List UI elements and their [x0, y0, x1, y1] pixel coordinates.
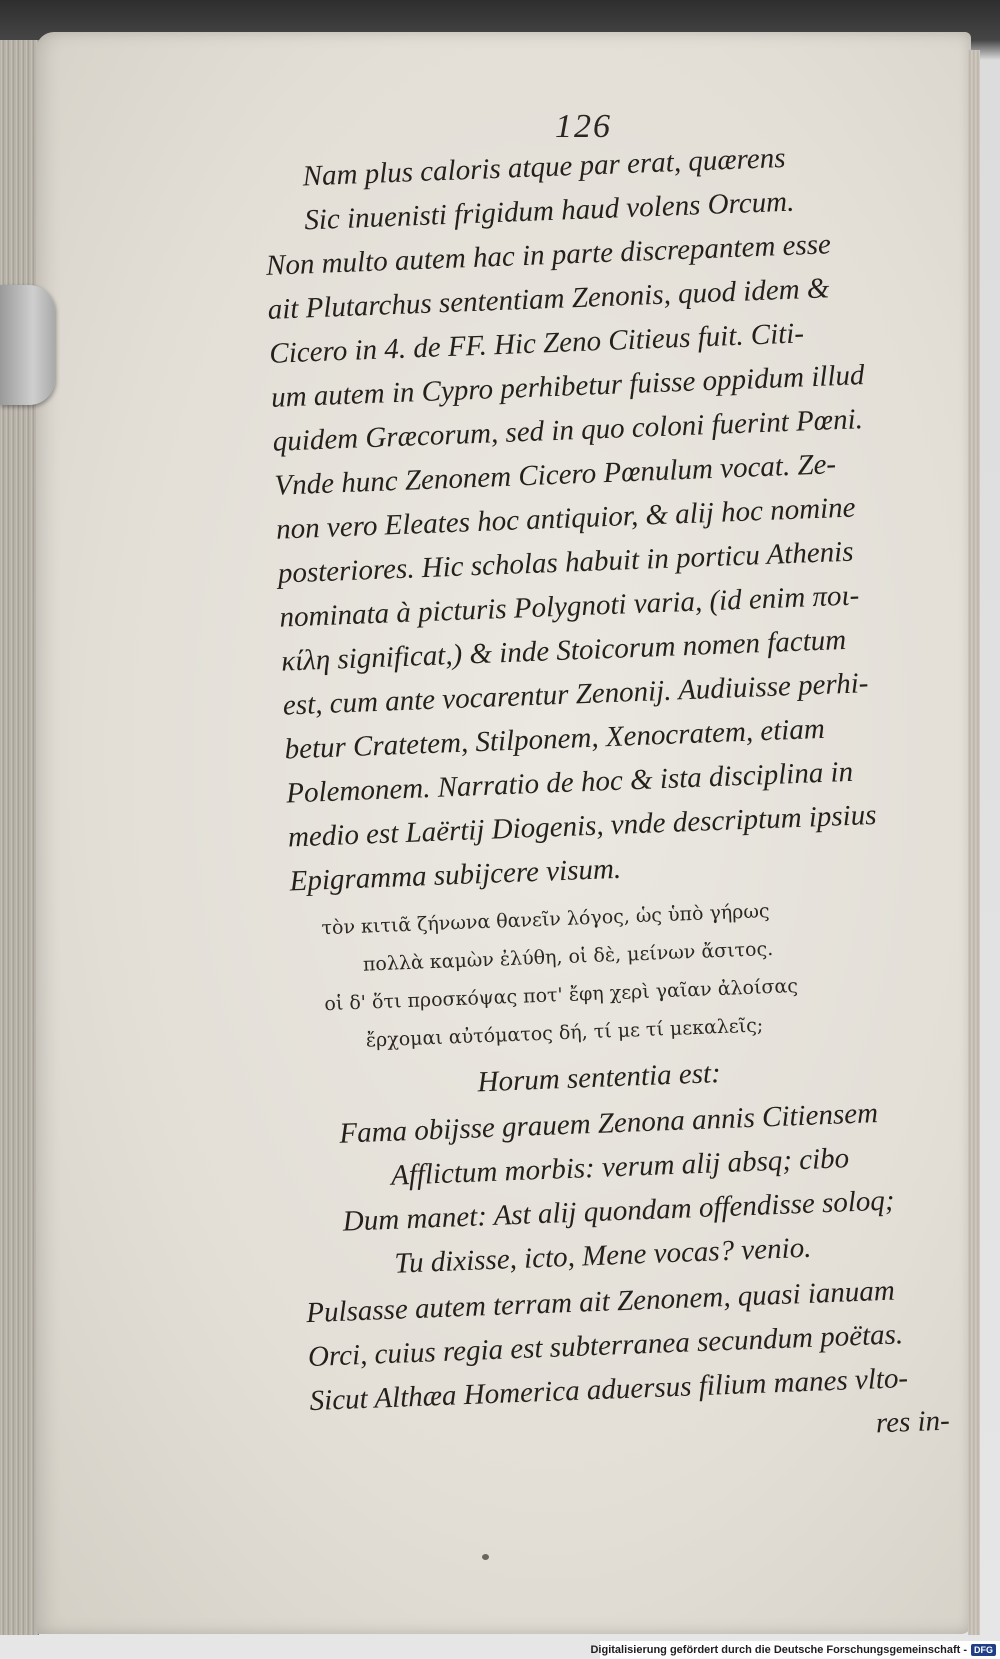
text-line: posteriores. Hic scholas habuit in porticu Athenis: [277, 535, 855, 590]
text-line: quidem Græcorum, sed in quo coloni fuerint Pœni.: [272, 403, 864, 458]
text-line: est, cum ante vocarentur Zenonij. Audiuisse perhi-: [282, 667, 869, 722]
text-line: Non multo autem hac in parte discrepantem esse: [265, 228, 832, 282]
translation-line: Afflictum morbis: verum alij absq; cibo: [390, 1142, 850, 1192]
digitization-footer: [590, 1641, 1000, 1659]
book-clip: [0, 285, 55, 405]
text-line: medio est Laërtij Diogenis, vnde descriptum ipsius: [287, 798, 878, 854]
text-line: non vero Eleates hoc antiquior, & alij hoc nomine: [275, 491, 857, 546]
greek-epigram-line: ἔρχομαι αὐτόματος δή, τί με τί μεκαλεῖς;: [365, 1014, 764, 1052]
translation-line: Fama obijsse grauem Zenona annis Citiensem: [338, 1097, 879, 1150]
text-line: Sic inuenisti frigidum haud volens Orcum.: [303, 185, 795, 237]
dfg-logo-icon: DFG: [971, 1644, 996, 1656]
greek-epigram-line: τὸν κιτιᾶ ζήνωνα θανεῖν λόγος, ὡς ὑπὸ γήρως: [321, 900, 770, 940]
footer-credit: Digitalisierung gefördert durch die Deutsche Forschungsgemeinschaft -: [590, 1644, 967, 1656]
text-line: Vnde hunc Zenonem Cicero Pœnulum vocat. Ze-: [273, 448, 837, 502]
greek-epigram-line: οἱ δ' ὅτι προσκόψας ποτ' ἔφη χερὶ γαῖαν ἀλοίσας: [324, 975, 799, 1016]
book-page-edges-left: [0, 40, 39, 1635]
catchword: res in-: [875, 1404, 951, 1440]
text-line: um autem in Cypro perhibetur fuisse oppidum illud: [270, 359, 866, 414]
ink-dot: [482, 1554, 489, 1560]
text-line: nominata à picturis Polygnoti varia, (id enim ποι-: [278, 579, 860, 634]
page-number: 126: [555, 108, 612, 145]
text-line: κίλη significat,) & inde Stoicorum nomen factum: [280, 623, 847, 678]
greek-epigram-line: πολλὰ καμὼν ἐλύθη, οἱ δὲ, μείνων ἄσιτος.: [362, 937, 774, 976]
translation-line: Tu dixisse, icto, Mene vocas? venio.: [393, 1231, 812, 1280]
translation-line: Dum manet: Ast alij quondam offendisse soloq;: [342, 1184, 896, 1238]
text-line: Epigramma subijcere visum.: [289, 852, 622, 898]
text-line: Pulsasse autem terram ait Zenonem, quasi ianuam: [305, 1274, 896, 1330]
text-line: Cicero in 4. de FF. Hic Zeno Citieus fuit. Citi-: [268, 317, 805, 370]
book-page-edges-right: [968, 50, 980, 1635]
text-line: Polemonem. Narratio de hoc & ista disciplina in: [285, 755, 854, 810]
text-line: betur Cratetem, Stilponem, Xenocratem, etiam: [284, 712, 826, 766]
translation-intro: Horum sententia est:: [476, 1057, 722, 1099]
text-line: Nam plus caloris atque par erat, quærens: [302, 141, 786, 193]
text-line: ait Plutarchus sententiam Zenonis, quod idem &: [267, 272, 830, 326]
text-line: Orci, cuius regia est subterranea secundum poëtas.: [307, 1318, 904, 1374]
text-line: Sicut Althæa Homerica aduersus filium manes vlto-: [309, 1362, 909, 1418]
